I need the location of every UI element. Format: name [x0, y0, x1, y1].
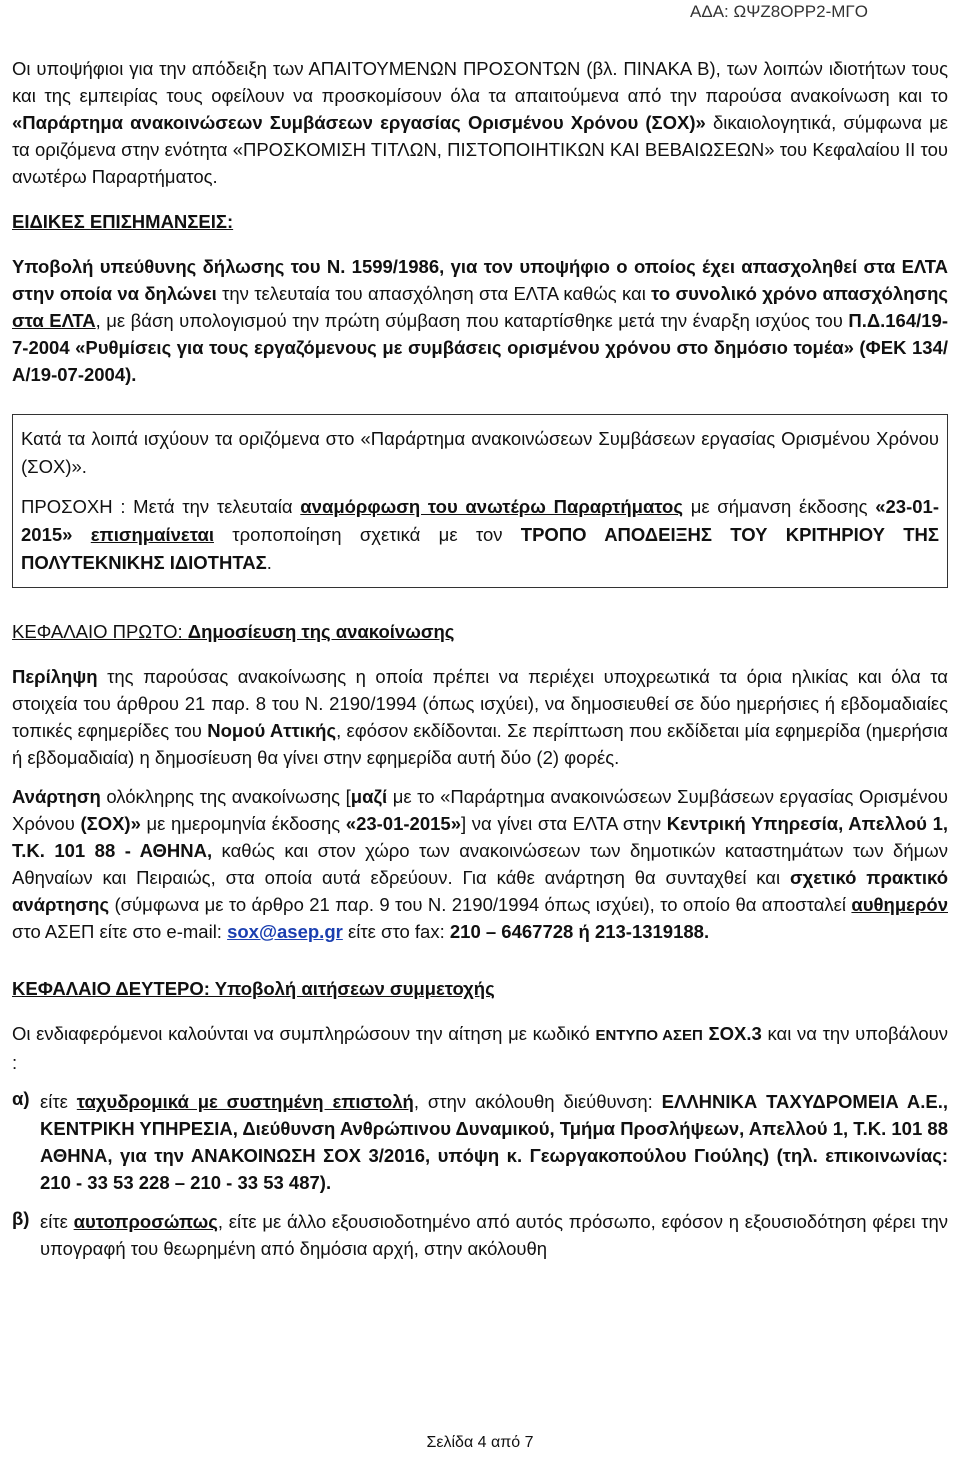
notice-text: [72, 524, 90, 545]
posting-text: «23-01-2015»: [345, 813, 461, 834]
option-b-marker: β): [12, 1208, 30, 1229]
option-text: είτε: [40, 1211, 74, 1232]
intro-text-3: δικαιολογητικά, σύμφωνα με τα οριζόμενα στην ενότητα «ΠΡΟΣΚΟΜΙΣΗ ΤΙΤΛΩΝ, ΠΙΣΤΟΠΟΙΗΤΙΚΩΝ ΚΑΙ ΒΕΒΑΙΩΣΕΩΝ» του Κεφαλαίου ΙΙ του ανωτέρω Παραρτήματος.: [12, 112, 949, 187]
option-b-text: [40, 1208, 948, 1262]
special-text-3: το συνολικό χρόνο απασχόλησης: [651, 283, 949, 304]
posting-text: καθώς και στον χώρο των ανακοινώσεων των δημοτικών καταστημάτων των δήμων Αθηναίων και Πειραιώς, στα οποία αυτά εδρεύουν. Για κάθε ανάρτηση θα συνταχθεί και: [12, 840, 949, 888]
page-number: Σελίδα 4 από 7: [426, 1434, 534, 1451]
option-a-marker: α): [12, 1088, 30, 1109]
ada-code: ΑΔΑ: ΩΨΖ8ΟΡΡ2-ΜΓΟ: [690, 2, 868, 21]
email-link[interactable]: sox@asep.gr: [227, 921, 343, 942]
intro-annex-title: «Παράρτημα ανακοινώσεων Συμβάσεων εργασίας Ορισμένου Χρόνου (ΣΟΧ)»: [12, 112, 706, 133]
posting-text: (ΣΟΧ)»: [80, 813, 141, 834]
posting-text: είτε στο fax:: [342, 921, 450, 942]
special-notes-heading: ΕΙΔΙΚΕΣ ΕΠΙΣΗΜΑΝΣΕΙΣ:: [12, 211, 234, 232]
posting-paragraph: [12, 783, 948, 945]
notice-reform-text: αναμόρφωση του ανωτέρω Παραρτήματος: [300, 496, 683, 517]
form-code-prefix: ΕΝΤΥΠΟ ΑΣΕΠ: [595, 1027, 703, 1044]
option-text: , στην ακόλουθη διεύθυνση:: [413, 1091, 662, 1112]
special-notes-paragraph: [12, 253, 948, 388]
fax-numbers: 210 – 6467728 ή 213-1319188.: [449, 921, 710, 942]
special-text-1: Υποβολή υπεύθυνης δήλωσης του Ν. 1599/1986, για τον υποψήφιο ο οποίος έχει απασχοληθεί στα ΕΛΤΑ στην οποία να δηλώνει: [12, 256, 948, 304]
option-text: είτε: [40, 1091, 77, 1112]
notice-text: με σήμανση έκδοσης: [682, 496, 876, 517]
intro-paragraph: [12, 55, 948, 190]
notice-paragraph-2: [21, 493, 939, 577]
posting-address: Κεντρική Υπηρεσία, Απελλού 1, Τ.Κ. 101 88 - ΑΘΗΝΑ,: [12, 813, 949, 861]
summary-region: Νομού Αττικής: [207, 720, 337, 741]
application-text: και να την υποβάλουν :: [12, 1023, 949, 1073]
posting-text: με ημερομηνία έκδοσης: [140, 813, 346, 834]
notice-paragraph-1: Κατά τα λοιπά ισχύουν τα οριζόμενα στο «Παράρτημα ανακοινώσεων Συμβάσεων εργασίας Ορισμένου Χρόνου (ΣΟΧ)».: [21, 428, 939, 477]
summary-text-end: , εφόσον εκδίδονται. Σε περίπτωση που εκδίδεται μία εφημερίδα (ημερήσια ή εβδομαδιαία) η δημοσίευση θα γίνει στην εφημερίδα αυτή δύο (2) φορές.: [12, 720, 948, 768]
posting-text: σχετικό πρακτικό ανάρτησης: [12, 867, 948, 915]
chapter-2-title: ΚΕΦΑΛΑΙΟ ΔΕΥΤΕΡΟ: Υποβολή αιτήσεων συμμετοχής: [12, 978, 495, 999]
posting-text: ] να γίνει στα ΕΛΤΑ στην: [461, 813, 667, 834]
form-code: ΣΟΧ.3: [708, 1023, 762, 1044]
posting-text: με το «Παράρτημα ανακοινώσεων Συμβάσεων εργασίας Ορισμένου Χρόνου: [12, 786, 948, 834]
summary-label: Περίληψη: [12, 666, 98, 687]
special-text-2: την τελευταία του απασχόληση στα ΕΛΤΑ καθώς και: [216, 283, 652, 304]
notice-criterion: ΤΡΟΠΟ ΑΠΟΔΕΙΞΗΣ ΤΟΥ ΚΡΙΤΗΡΙΟΥ ΤΗΣ ΠΟΛΥΤΕΚΝΙΚΗΣ ΙΔΙΟΤΗΤΑΣ: [21, 524, 940, 573]
option-b: [12, 1208, 948, 1262]
option-text: αυτοπροσώπως: [73, 1211, 218, 1232]
option-text: ταχυδρομικά με συστημένη επιστολή: [76, 1091, 414, 1112]
summary-paragraph: [12, 663, 948, 771]
option-text: , είτε με άλλο εξουσιοδοτημένο από αυτός πρόσωπο, εφόσον η εξουσιοδότηση φέρει την υπογραφή του θεωρημένη από δημόσια αρχή, στην ακόλουθη: [40, 1211, 948, 1259]
posting-label: Ανάρτηση: [12, 786, 101, 807]
option-a-text: [40, 1088, 948, 1196]
chapter-2-heading: [12, 975, 948, 1002]
chapter-1-title: Δημοσίευση της ανακοίνωσης: [187, 621, 455, 642]
posting-text: αυθημερόν: [851, 894, 948, 915]
summary-text: της παρούσας ανακοίνωσης η οποία πρέπει να περιέχει υποχρεωτικά τα όρια ηλικίας και όλα τα στοιχεία του άρθρου 21 παρ. 8 του Ν. 2190/1994 (όπως ισχύει), να δημοσιευθεί σε δύο ημερήσιες ή εβδομαδιαίες τοπικές εφημερίδες του: [12, 666, 948, 741]
application-text: Οι ενδιαφερόμενοι καλούνται να συμπληρώσουν την αίτηση με κωδικό: [12, 1023, 596, 1044]
notice-text: .: [266, 552, 272, 573]
intro-text-1: Οι υποψήφιοι για την απόδειξη των ΑΠΑΙΤΟΥΜΕΝΩΝ ΠΡΟΣΟΝΤΩΝ (βλ. ΠΙΝΑΚΑ Β), των λοιπών ιδιοτήτων τους και της εμπειρίας τους οφείλουν να προσκομίσουν όλα τα απαιτούμενα από την παρούσα ανακοίνωση και το: [12, 58, 948, 106]
attention-label: ΠΡΟΣΟΧΗ :: [21, 496, 126, 517]
chapter-1-heading: [12, 618, 948, 645]
notice-text: Μετά την τελευταία: [125, 496, 301, 517]
special-text-6: Π.Δ.164/19-7-2004 «Ρυθμίσεις για τους εργαζόμενους με συμβάσεις ορισμένου χρόνου στο δημόσιο τομέα» (ΦΕΚ 134/Α/19-07-2004).: [12, 310, 949, 385]
special-text-4: στα ΕΛΤΑ: [12, 310, 96, 331]
posting-text: ολόκληρης της ανακοίνωσης [: [100, 786, 351, 807]
document-body: [12, 55, 948, 1262]
posting-text: στο ΑΣΕΠ είτε στο e-mail:: [12, 921, 228, 942]
postal-address: ΕΛΛΗΝΙΚΑ ΤΑΧΥΔΡΟΜΕΙΑ Α.Ε., ΚΕΝΤΡΙΚΗ ΥΠΗΡΕΣΙΑ, Διεύθυνση Ανθρώπινου Δυναμικού, Τμήμα Προσλήψεων, Απελλού 1, Τ.Κ. 101 88 ΑΘΗΝΑ, για την ΑΝΑΚΟΙΝΩΣΗ ΣΟΧ 3/2016, υπόψη κ. Γεωργακοπούλου Γιούλης) (τηλ. επικοινωνίας: 210 - 33 53 228 – 210 - 33 53 487).: [40, 1091, 948, 1193]
notice-date: «23-01-2015»: [21, 496, 939, 545]
notice-text: τροποποίηση σχετικά με τον: [213, 524, 521, 545]
option-a: [12, 1088, 948, 1196]
notice-highlight: επισημαίνεται: [90, 524, 214, 545]
notice-box: [12, 414, 948, 588]
application-intro: [12, 1020, 948, 1076]
chapter-1-label: ΚΕΦΑΛΑΙΟ ΠΡΩΤΟ:: [12, 621, 188, 642]
special-text-5: , με βάση υπολογισμού την πρώτη σύμβαση που καταρτίσθηκε μετά την έναρξη ισχύος του: [95, 310, 849, 331]
posting-text: (σύμφωνα με το άρθρο 21 παρ. 9 του Ν. 2190/1994 όπως ισχύει), το οποίο θα αποσταλεί: [109, 894, 852, 915]
special-notes-title: [12, 208, 948, 235]
posting-text: μαζί: [350, 786, 388, 807]
